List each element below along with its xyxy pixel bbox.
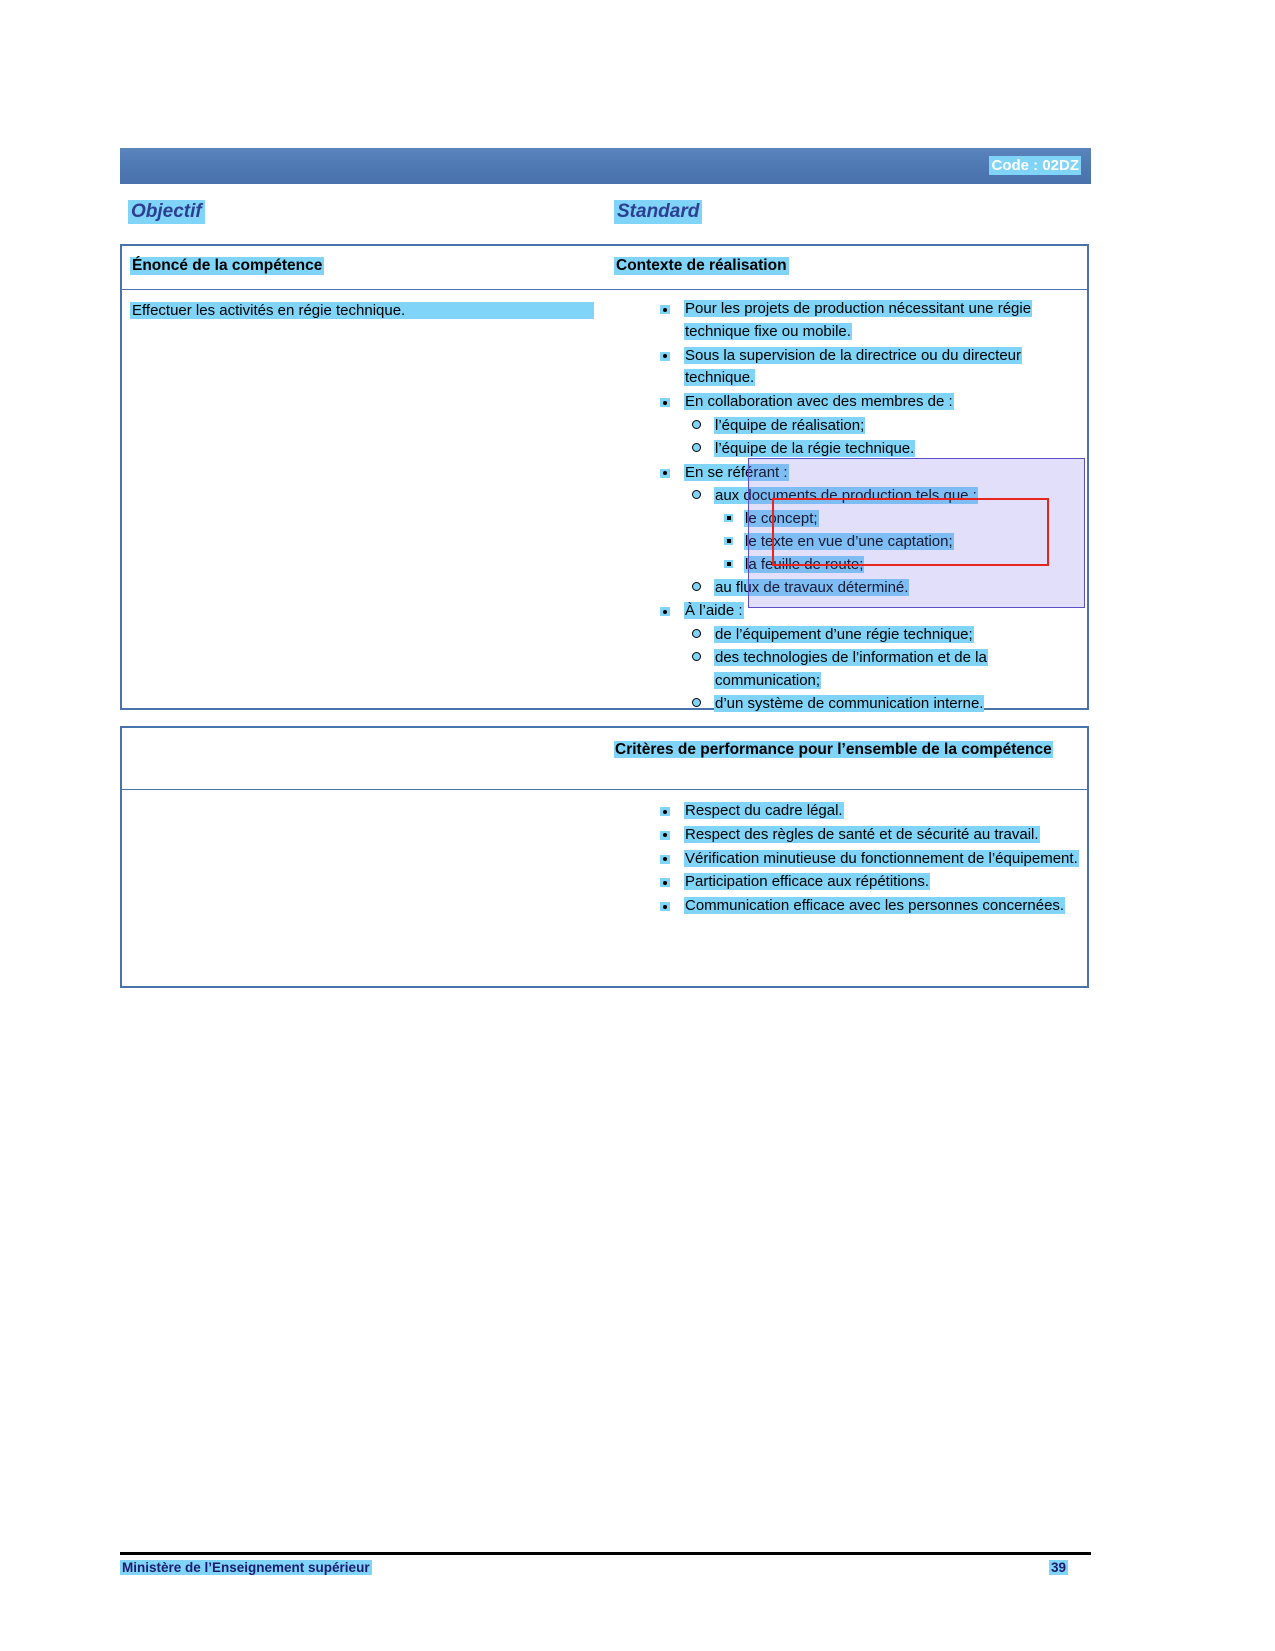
list-item	[642, 824, 1082, 847]
list-item	[642, 871, 1082, 894]
circle-bullet-icon	[692, 652, 701, 661]
list-item	[642, 600, 1082, 715]
context-item-text: À l’aide :	[685, 602, 743, 620]
square-bullet-icon	[660, 607, 670, 616]
list-item	[684, 624, 1082, 647]
context-item-text: En se référant :	[685, 463, 788, 481]
list-item	[642, 462, 1082, 600]
context-subitem-text: l’équipe de réalisation;	[715, 416, 865, 434]
list-item	[642, 800, 1082, 823]
criteria-item-text: Respect des règles de santé et de sécurité au travail.	[685, 825, 1039, 843]
small-square-bullet-icon	[724, 560, 733, 568]
context-item-text: Sous la supervision de la directrice ou du directeur technique.	[685, 346, 1022, 387]
circle-bullet-icon	[692, 420, 701, 429]
square-bullet-icon	[660, 469, 670, 478]
small-square-bullet-icon	[724, 537, 733, 545]
context-level1-list	[642, 298, 1082, 715]
list-item	[684, 438, 1082, 461]
square-bullet-icon	[660, 902, 670, 911]
criteria-table-body	[122, 790, 1087, 988]
criteria-item-text: Respect du cadre légal.	[685, 802, 843, 819]
list-item	[684, 415, 1082, 438]
context-level3-list	[714, 508, 1082, 576]
square-bullet-icon	[660, 398, 670, 407]
context-item-text: En collaboration avec des membres de :	[685, 393, 953, 411]
square-bullet-icon	[660, 878, 670, 887]
criteria-table	[120, 726, 1089, 988]
list-item	[684, 577, 1082, 600]
competency-table-body	[122, 290, 1087, 712]
square-bullet-icon	[660, 831, 670, 840]
context-subitem-text: des technologies de l’information et de la communication;	[715, 648, 987, 689]
circle-bullet-icon	[692, 629, 701, 638]
contexte-realisation-list	[642, 298, 1082, 716]
small-square-bullet-icon	[724, 514, 733, 522]
context-subitem-text: de l’équipement d’une régie technique;	[715, 626, 973, 644]
list-item	[642, 895, 1082, 918]
criteria-item-text: Participation efficace aux répétitions.	[685, 873, 930, 891]
list-item	[714, 554, 1082, 577]
square-bullet-icon	[660, 352, 670, 361]
context-level2-list	[684, 624, 1082, 715]
context-subitem-text: d’un système de communication interne.	[715, 694, 984, 712]
context-level2-list	[684, 415, 1082, 461]
page-header-bar	[120, 148, 1091, 184]
competency-table-header-row	[122, 246, 1087, 290]
section-titles	[120, 200, 1091, 228]
circle-bullet-icon	[692, 490, 701, 499]
footer-ministry-label: Ministère de l’Enseignement supérieur	[122, 1560, 370, 1575]
criteria-item-text: Communication efficace avec les personnes concernées.	[685, 897, 1065, 915]
square-bullet-icon	[660, 855, 670, 864]
context-subsubitem-text: la feuille de route;	[745, 555, 864, 573]
list-item	[684, 485, 1082, 576]
context-subsubitem-text: le concept;	[745, 510, 818, 528]
title-objectif: Objectif	[128, 200, 205, 224]
criteria-item-text: Vérification minutieuse du fonctionnement de l’équipement.	[685, 849, 1078, 867]
criteria-list	[642, 800, 1082, 919]
list-item	[642, 345, 1082, 391]
column-header-contexte: Contexte de réalisation	[616, 257, 787, 274]
context-subsubitem-text: le texte en vue d’une captation;	[745, 532, 953, 550]
context-subitem-text: aux documents de production tels que :	[715, 487, 977, 505]
list-item	[684, 693, 1082, 716]
list-item	[642, 848, 1082, 871]
context-subitem-text: au flux de travaux déterminé.	[715, 578, 909, 596]
list-item	[684, 647, 1082, 693]
list-item	[642, 391, 1082, 460]
circle-bullet-icon	[692, 582, 701, 591]
competency-table	[120, 244, 1089, 710]
footer-divider	[120, 1552, 1091, 1555]
criteria-level1-list	[642, 800, 1082, 918]
enonce-competence-text: Effectuer les activités en régie technique.	[130, 302, 594, 319]
competency-code: Code : 02DZ	[991, 157, 1079, 174]
circle-bullet-icon	[692, 698, 701, 707]
title-standard: Standard	[614, 200, 702, 224]
column-header-enonce: Énoncé de la compétence	[132, 257, 323, 274]
column-header-criteres: Critères de performance pour l’ensemble de la compétence	[615, 741, 1052, 758]
square-bullet-icon	[660, 807, 670, 816]
context-subitem-text: l’équipe de la régie technique.	[715, 439, 915, 457]
context-level2-list	[684, 485, 1082, 599]
square-bullet-icon	[660, 305, 670, 314]
circle-bullet-icon	[692, 443, 701, 452]
list-item	[714, 508, 1082, 531]
list-item	[714, 531, 1082, 554]
list-item	[642, 298, 1082, 344]
context-item-text: Pour les projets de production nécessitant une régie technique fixe ou mobile.	[685, 300, 1032, 340]
page-number: 39	[1051, 1560, 1067, 1575]
criteria-table-header-row	[122, 728, 1087, 790]
